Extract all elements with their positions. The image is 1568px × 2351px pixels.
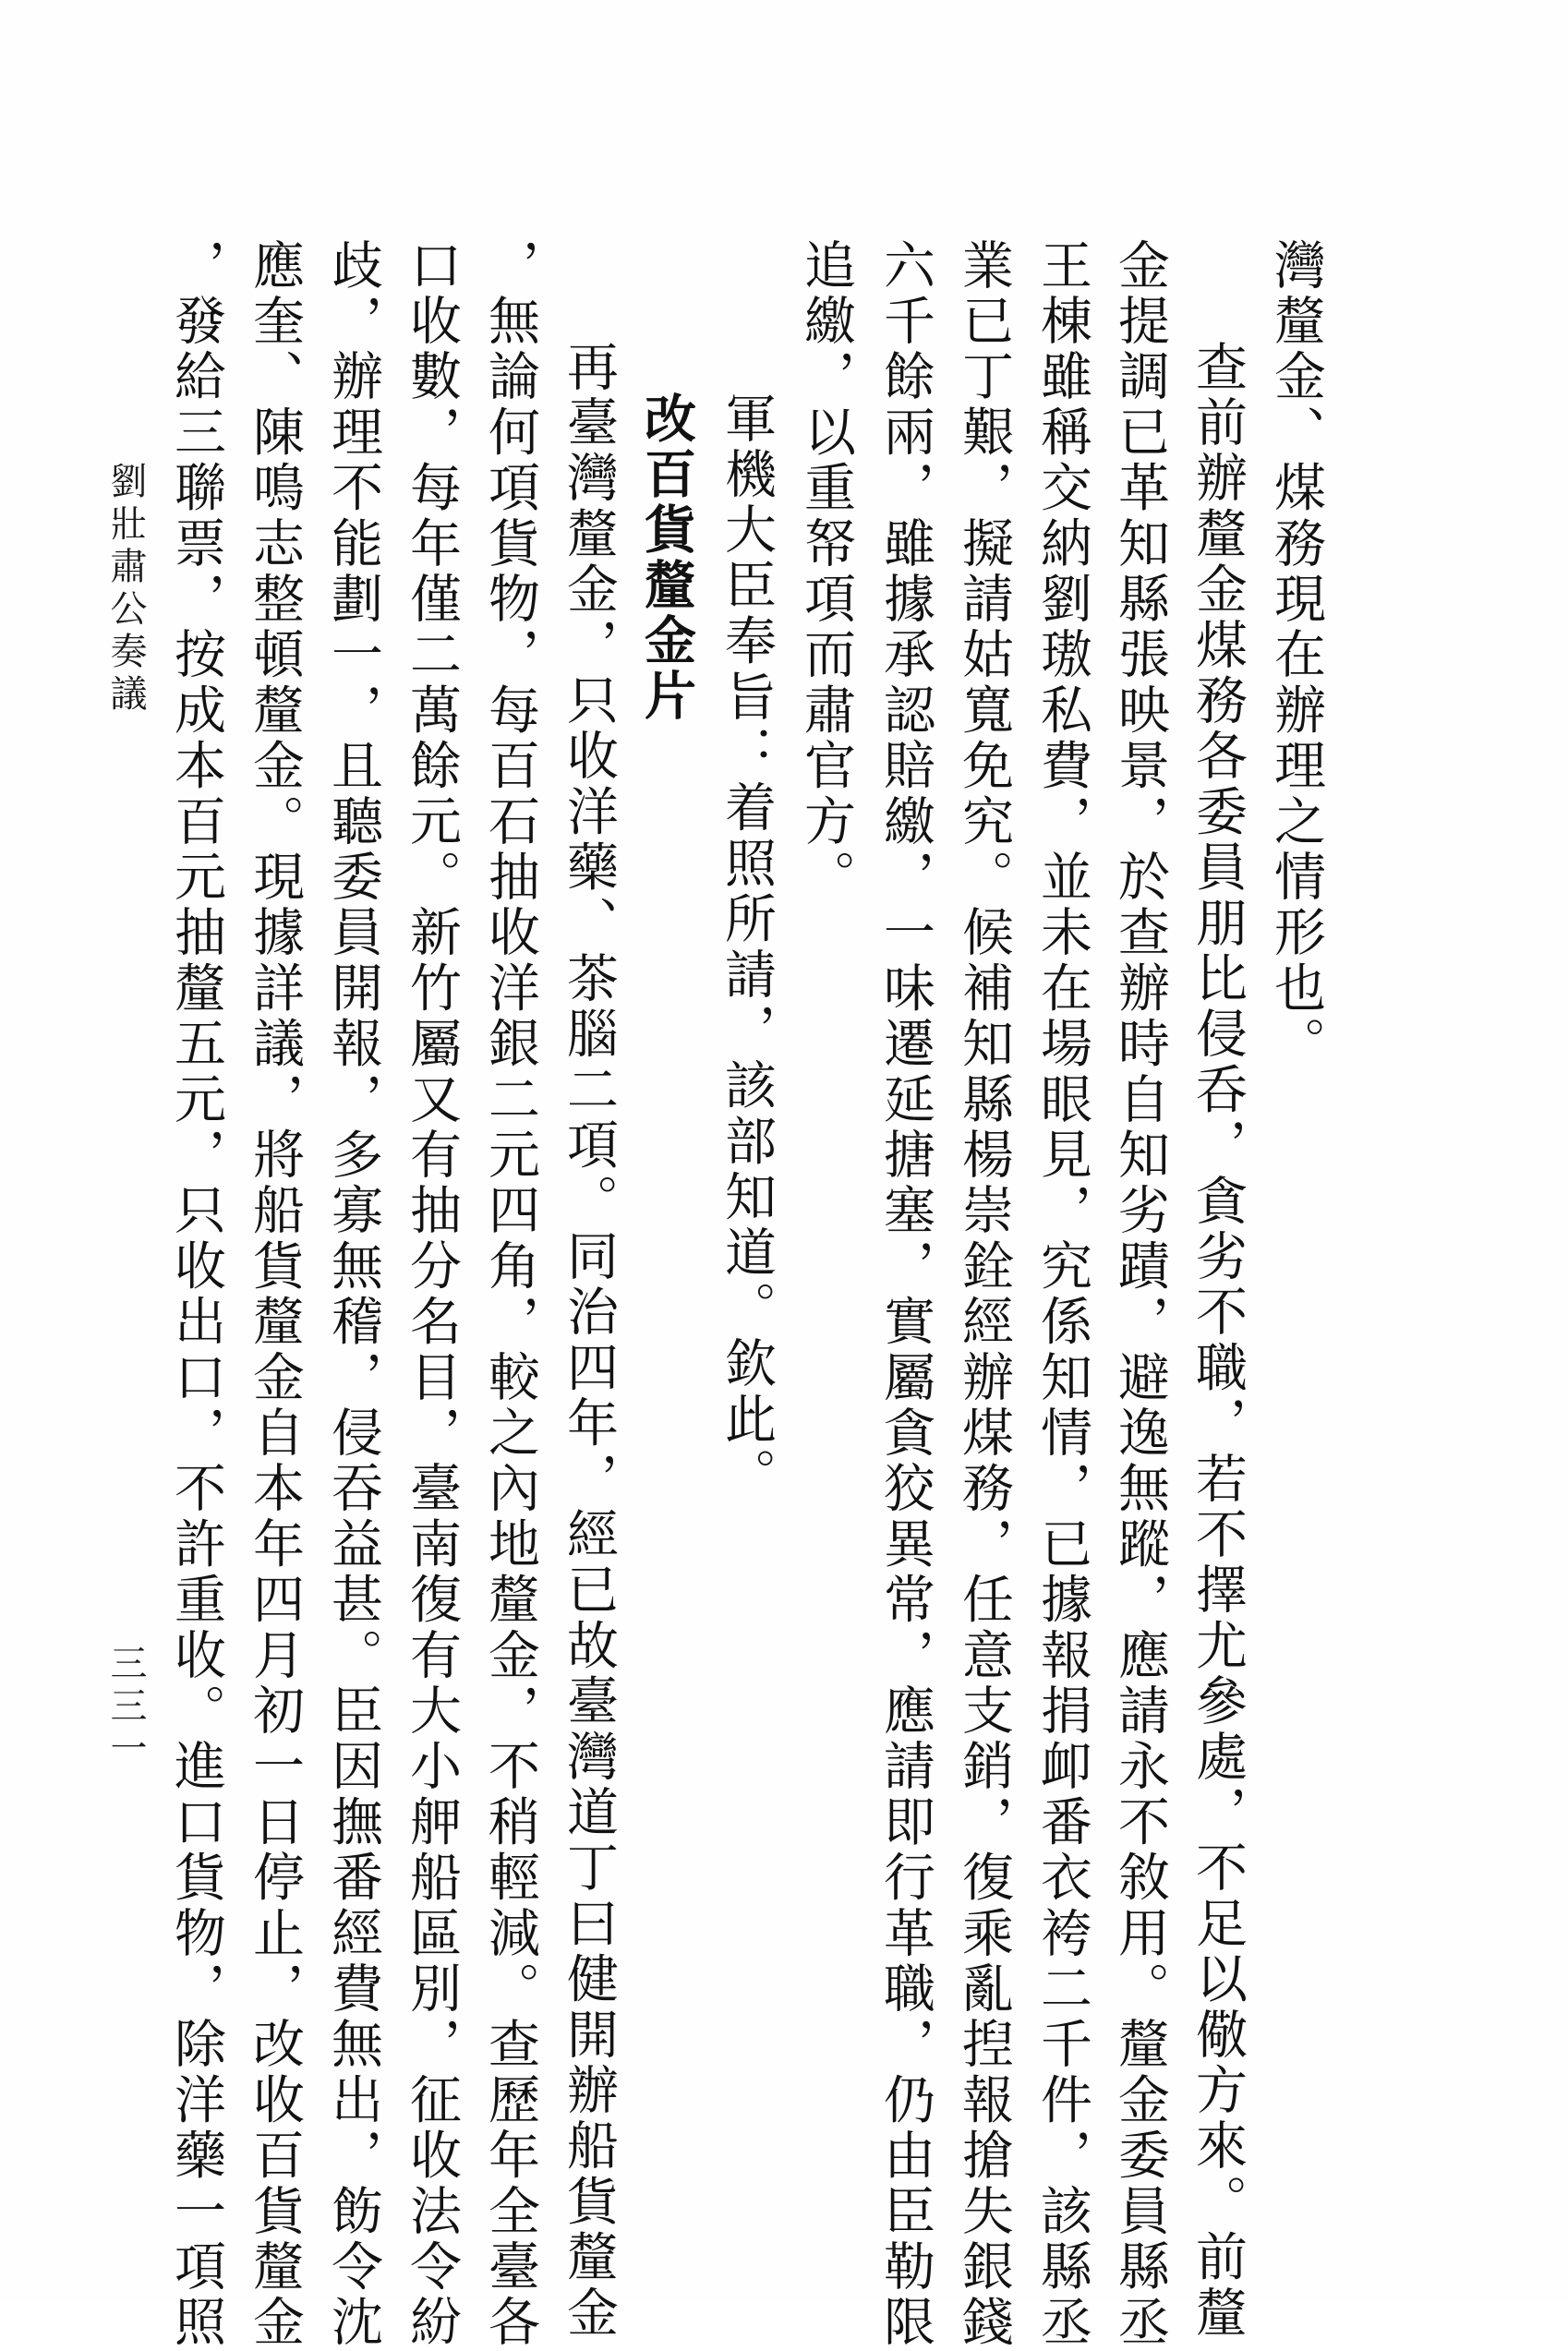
text-column-13: 歧，辦理不能劃一，且聽委員開報，多寡無稽，侵吞益甚。臣因撫番經費無出，飭令沈 xyxy=(323,238,383,2351)
text-column-15: ，發給三聯票，按成本百元抽釐五元，只收出口，不許重收。進口貨物，除洋藥一項照 xyxy=(166,238,226,2351)
text-column-6: 六千餘兩，雖據承認賠繳，一味遷延搪塞，實屬貪狡異常，應請即行革職，仍由臣勒限 xyxy=(875,238,935,2351)
text-column-2: 查前辦釐金煤務各委員朋比侵呑，貪劣不職，若不擇尤參處，不足以儆方來。前釐 xyxy=(1188,340,1248,2342)
page-number: 三三一 xyxy=(104,1644,147,1771)
edict-column: 軍機大臣奉旨：着照所請，該部知道。欽此。 xyxy=(717,392,777,1503)
text-column-4: 王棟雖稱交納劉璈私費，並未在場眼見，究係知情，已據報捐卹番衣袴二千件，該縣丞 xyxy=(1032,238,1092,2351)
text-column-11: ，無論何項貨物，每百石抽收洋銀二元四角，較之內地釐金，不稍輕減。查歷年全臺各 xyxy=(480,238,540,2351)
text-column-3: 金提調已革知縣張映景，於查辦時自知劣蹟，避逸無蹤，應請永不敘用。釐金委員縣丞 xyxy=(1110,238,1170,2351)
text-column-10: 再臺灣釐金，只收洋藥、茶腦二項。同治四年，經已故臺灣道丁曰健開辦船貨釐金 xyxy=(559,340,619,2342)
running-title: 劉壯肅公奏議 xyxy=(104,462,147,717)
section-heading: 改百貨釐金片 xyxy=(636,392,697,724)
text-column-1: 灣釐金、煤務現在辦理之情形也。 xyxy=(1266,238,1326,1072)
text-column-7: 追繳，以重帑項而肅官方。 xyxy=(796,238,856,906)
text-column-5: 業已丁艱，擬請姑寬免究。候補知縣楊崇銓經辦煤務，任意支銷，復乘亂揑報搶失銀錢 xyxy=(954,238,1014,2351)
text-column-14: 應奎、陳鳴志整頓釐金。現據詳議，將船貨釐金自本年四月初一日停止，改收百貨釐金 xyxy=(245,238,305,2351)
text-column-12: 口收數，每年僅二萬餘元。新竹屬又有抽分名目，臺南復有大小舺船區別，征收法令紛 xyxy=(402,238,462,2351)
